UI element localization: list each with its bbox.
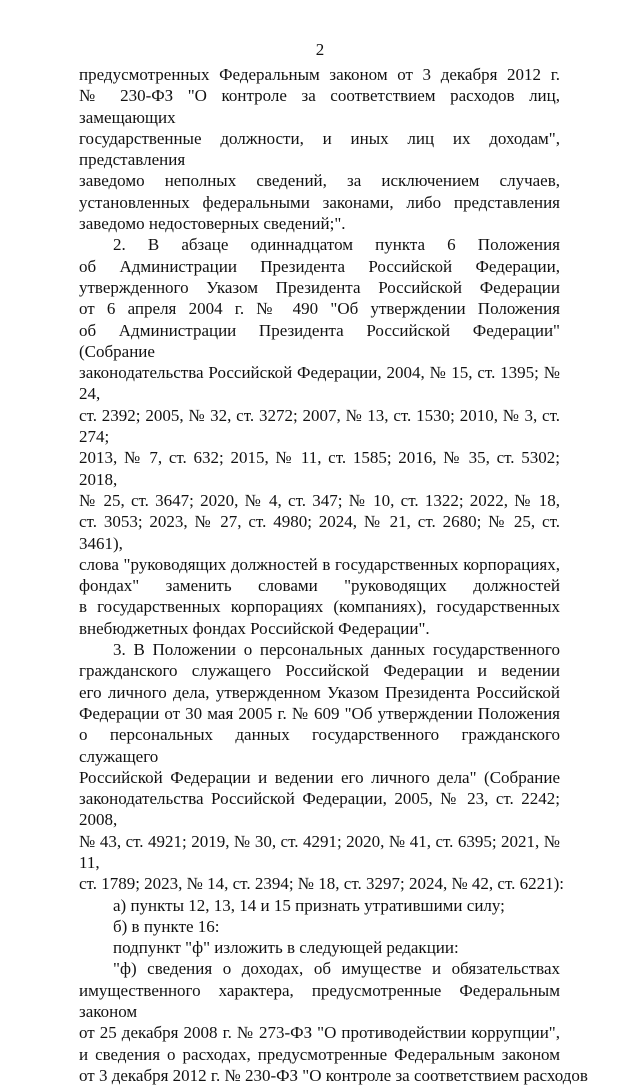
paragraph-line: от 25 декабря 2008 г. № 273-ФЗ "О противодействии коррупции", (79, 1023, 560, 1043)
document-body (79, 64, 588, 1086)
paragraph (79, 895, 560, 916)
page-number: 2 (315, 40, 325, 59)
paragraph-line: 2013, № 7, ст. 632; 2015, № 11, ст. 1585; 2016, № 35, ст. 5302; 2018, (79, 448, 560, 489)
paragraph-line: Российской Федерации и ведении его личного дела" (Собрание (79, 767, 560, 787)
paragraph-line: имущественного характера, предусмотренные Федеральным законом (79, 980, 560, 1022)
paragraph-line: 2. В абзаце одиннадцатом пункта 6 Положения (113, 235, 560, 255)
paragraph-line: законодательства Российской Федерации, 2004, № 15, ст. 1395; № 24, (79, 363, 560, 404)
paragraph-line: ст. 2392; 2005, № 32, ст. 3272; 2007, № 13, ст. 1530; 2010, № 3, ст. 274; (79, 405, 560, 447)
paragraph-line: № 230-ФЗ "О контроле за соответствием расходов лиц, замещающих (79, 86, 560, 127)
paragraph-line: внебюджетных фондах Российской Федерации". (79, 618, 430, 638)
paragraph-line: слова "руководящих должностей в государственных корпорациях, (79, 554, 560, 574)
paragraph-line: заведомо неполных сведений, за исключением случаев, (79, 171, 560, 191)
paragraph (79, 64, 560, 234)
paragraph-line: предусмотренных Федеральным законом от 3 декабря 2012 г. (79, 65, 560, 84)
paragraph-line: от 6 апреля 2004 г. № 490 "Об утверждении Положения (79, 299, 560, 319)
paragraph-line: и сведения о расходах, предусмотренные Федеральным законом (79, 1044, 560, 1064)
paragraph-line: 3. В Положении о персональных данных государственного (113, 640, 560, 660)
paragraph-line: ст. 3053; 2023, № 27, ст. 4980; 2024, № 21, ст. 2680; № 25, ст. 3461), (79, 512, 560, 553)
paragraph-line: № 25, ст. 3647; 2020, № 4, ст. 347; № 10, ст. 1322; 2022, № 18, (79, 490, 560, 510)
paragraph-line: в государственных корпорациях (компаниях), государственных (79, 597, 560, 617)
paragraph-line: от 3 декабря 2012 г. № 230-ФЗ "О контроле за соответствием расходов (79, 1065, 588, 1085)
paragraph-line: заведомо недостоверных сведений;". (79, 214, 346, 234)
paragraph-line: Федерации от 30 мая 2005 г. № 609 "Об утверждении Положения (79, 703, 560, 723)
paragraph-line: установленных федеральными законами, либо представления (79, 192, 560, 212)
paragraph-line: утвержденного Указом Президента Российской Федерации (79, 277, 560, 297)
paragraph-line: его личного дела, утвержденном Указом Президента Российской (79, 682, 560, 702)
paragraph-line: "ф) сведения о доходах, об имуществе и обязательствах (113, 959, 560, 979)
paragraph (79, 639, 564, 895)
paragraph-line: фондах" заменить словами "руководящих должностей (79, 576, 560, 596)
paragraph-line: а) пункты 12, 13, 14 и 15 признать утратившими силу; (113, 895, 505, 915)
paragraph-line: № 43, ст. 4921; 2019, № 30, ст. 4291; 2020, № 41, ст. 6395; 2021, № 11, (79, 831, 560, 872)
paragraph-line: об Администрации Президента Российской Федерации" (Собрание (79, 320, 560, 361)
paragraph (79, 937, 560, 958)
paragraph-line: законодательства Российской Федерации, 2005, № 23, ст. 2242; 2008, (79, 789, 560, 830)
paragraph-line: ст. 1789; 2023, № 14, ст. 2394; № 18, ст. 3297; 2024, № 42, ст. 6221): (79, 874, 564, 894)
paragraph-line: об Администрации Президента Российской Федерации, (79, 256, 560, 276)
paragraph (79, 234, 560, 639)
paragraph-line: государственные должности, и иных лиц их доходам", представления (79, 128, 560, 170)
paragraph-line: б) в пункте 16: (113, 916, 220, 936)
paragraph (79, 958, 588, 1086)
paragraph-line: гражданского служащего Российской Федерации и ведении (79, 661, 560, 681)
paragraph-line: подпункт "ф" изложить в следующей редакции: (113, 938, 459, 958)
paragraph (79, 916, 560, 937)
paragraph-line: о персональных данных государственного гражданского служащего (79, 725, 560, 766)
